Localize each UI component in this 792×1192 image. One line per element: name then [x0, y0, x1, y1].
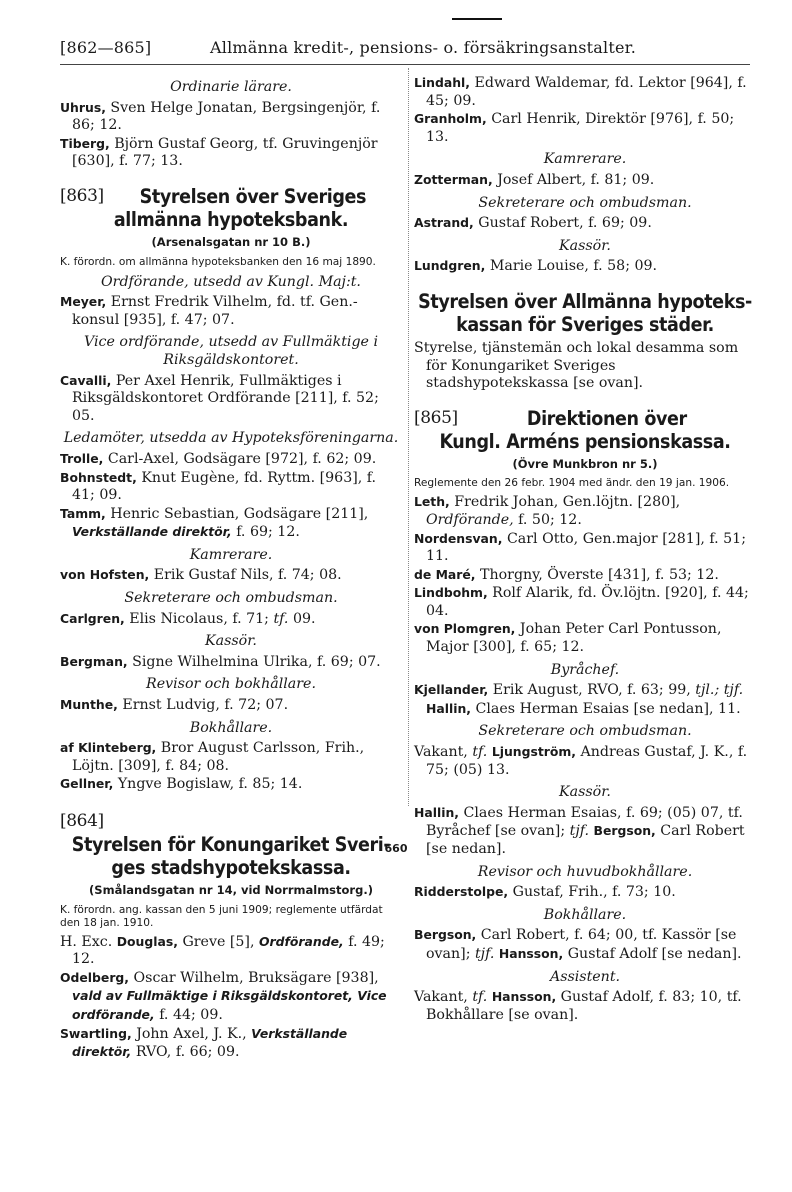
entry-bergson: Bergson, Carl Robert, f. 64; 00, tf. Kassör [se ovan]; tjf. Hansson, Gustaf Adolf [se nedan]. — [414, 927, 742, 962]
column-divider — [408, 68, 409, 806]
section-allmanna-text: Styrelse, tjänstemän och lokal desamma som för Konungariket Sveriges stadshypotekskassa [se ovan]. — [414, 339, 739, 392]
section-865-number: [865] — [414, 407, 458, 428]
heading-kassor-865: Kassör. — [559, 784, 611, 801]
entry-demare: de Maré, Thorgny, Överste [431], f. 53; 12. — [414, 566, 719, 583]
top-rule-mark — [452, 18, 502, 20]
heading-revisor: Revisor och bokhållare. — [146, 676, 316, 693]
header-rule — [60, 64, 750, 65]
running-head: Allmänna kredit-, pensions- o. försäkringsanstalter. — [210, 38, 637, 57]
entry-trolle: Trolle, Carl-Axel, Godsägare [972], f. 62; 09. — [60, 450, 377, 467]
heading-sekreterare-865: Sekreterare och ombudsman. — [478, 723, 692, 740]
heading-sekreterare: Sekreterare och ombudsman. — [124, 590, 338, 607]
section-allmanna-title: Styrelsen över Allmänna hypoteks- kassan för Sveriges städer. — [418, 289, 752, 336]
heading-bokhallare: Bokhållare. — [189, 719, 273, 736]
heading-ordforande: Ordförande, utsedd av Kungl. Maj:t. — [101, 273, 361, 290]
entry-bohnstedt: Bohnstedt, Knut Eugène, fd. Ryttm. [963], f. 41; 09. — [60, 469, 377, 504]
entry-munthe: Munthe, Ernst Ludvig, f. 72; 07. — [60, 697, 289, 714]
entry-astrand: Astrand, Gustaf Robert, f. 69; 09. — [414, 215, 652, 232]
section-864 — [60, 808, 402, 930]
section-allmanna-hypotekskassan — [414, 290, 756, 393]
page-number: 660 — [384, 842, 408, 855]
heading-kassor-right: Kassör. — [559, 237, 611, 254]
heading-ordinarie-larare: Ordinarie lärare. — [170, 79, 292, 95]
section-865-title: [865] Direktionen över Kungl. Arméns pensionskassa. — [414, 406, 731, 453]
entry-leth: Leth, Fredrik Johan, Gen.löjtn. [280], Ordförande, f. 50; 12. — [414, 494, 681, 528]
entry-odelberg: Odelberg, Oscar Wilhelm, Bruksägare [938], vald av Fullmäktige i Riksgäldskontoret, Vice ordförande, f. 44; 09. — [60, 969, 387, 1023]
entry-tamm: Tamm, Henric Sebastian, Godsägare [211], Verkställande direktör, f. 69; 12. — [60, 505, 369, 541]
heading-vice-ordforande: Vice ordförande, utsedd av Fullmäktige i Riksgäldskontoret. — [84, 334, 378, 368]
right-column — [414, 74, 756, 1024]
entry-bergman: Bergman, Signe Wilhelmina Ulrika, f. 69; 07. — [60, 653, 381, 670]
section-865 — [414, 407, 756, 491]
section-863 — [60, 185, 402, 269]
heading-ledamoter: Ledamöter, utsedda av Hypoteksföreningarna. — [63, 430, 399, 447]
heading-revisor-865: Revisor och huvudbokhållare. — [477, 863, 693, 880]
page-header — [60, 38, 750, 57]
entry-hofsten: von Hofsten, Erik Gustaf Nils, f. 74; 08. — [60, 567, 342, 584]
entry-klinteberg: af Klinteberg, Bror August Carlsson, Frih., Löjtn. [309], f. 84; 08. — [60, 740, 365, 774]
section-863-note: K. förordn. om allmänna hypoteksbanken den 16 maj 1890. — [60, 255, 376, 268]
section-864-address: (Smålandsgatan nr 14, vid Norrmalmstorg.) — [89, 883, 373, 897]
section-range: [862—865] — [60, 38, 152, 57]
entry-ridderstolpe: Ridderstolpe, Gustaf, Frih., f. 73; 10. — [414, 884, 676, 901]
entry-carlgren: Carlgren, Elis Nicolaus, f. 71; tf. 09. — [60, 610, 316, 627]
section-865-address: (Övre Munkbron nr 5.) — [512, 456, 658, 471]
entry-kjellander: Kjellander, Erik August, RVO, f. 63; 99, tjl.; tjf. Hallin, Claes Herman Esaias [se nedan], 11. — [414, 682, 744, 717]
entry-vakant-sekreterare: Vakant, tf. Ljungström, Andreas Gustaf, J. K., f. 75; (05) 13. — [414, 744, 748, 778]
section-864-number: [864] — [60, 811, 104, 831]
heading-bokhallare-865: Bokhållare. — [543, 906, 627, 923]
entry-plomgren: von Plomgren, Johan Peter Carl Pontusson, Major [300], f. 65; 12. — [414, 621, 722, 656]
section-863-address: (Arsenalsgatan nr 10 B.) — [151, 234, 311, 249]
entry-nordensvan: Nordensvan, Carl Otto, Gen.major [281], f. 51; 11. — [414, 530, 746, 565]
heading-kassor: Kassör. — [205, 633, 257, 650]
section-864-note: K. förordn. ang. kassan den 5 juni 1909; reglemente utfärdat den 18 jan. 1910. — [60, 903, 383, 929]
section-865-note: Reglemente den 26 febr. 1904 med ändr. den 19 jan. 1906. — [414, 477, 730, 490]
entry-vakant-assistent: Vakant, tf. Hansson, Gustaf Adolf, f. 83; 10, tf. Bokhållare [se ovan]. — [414, 989, 742, 1023]
section-863-number: [863] — [60, 185, 104, 206]
entry-lindbohm: Lindbohm, Rolf Alarik, fd. Öv.löjtn. [920], f. 44; 04. — [414, 585, 749, 619]
entry-swartling: Swartling, John Axel, J. K., Verkställande direktör, RVO, f. 66; 09. — [60, 1025, 348, 1061]
left-column — [60, 74, 402, 1062]
entry-granholm: Granholm, Carl Henrik, Direktör [976], f. 50; 13. — [414, 111, 735, 145]
entry-zotterman: Zotterman, Josef Albert, f. 81; 09. — [414, 171, 655, 188]
entry-hallin: Hallin, Claes Herman Esaias, f. 69; (05) 07, tf. Byråchef [se ovan]; tjf. Bergson, Carl Robert [se nedan]. — [414, 804, 745, 857]
entry-meyer: Meyer, Ernst Fredrik Vilhelm, fd. tf. Gen.-konsul [935], f. 47; 07. — [60, 294, 358, 328]
heading-kamrerare: Kamrerare. — [189, 546, 273, 563]
entry-lundgren: Lundgren, Marie Louise, f. 58; 09. — [414, 258, 658, 275]
entry-uhrus: Uhrus, Sven Helge Jonatan, Bergsingenjör, f. 86; 12. — [60, 99, 381, 134]
entry-lindahl: Lindahl, Edward Waldemar, fd. Lektor [964], f. 45; 09. — [414, 75, 747, 109]
entry-tiberg: Tiberg, Björn Gustaf Georg, tf. Gruvingenjör [630], f. 77; 13. — [60, 135, 378, 170]
entry-cavalli: Cavalli, Per Axel Henrik, Fullmäktiges i Riksgäldskontoret Ordförande [211], f. 52; 05. — [60, 372, 379, 424]
entry-gellner: Gellner, Yngve Bogislaw, f. 85; 14. — [60, 776, 303, 793]
section-864-number-line — [60, 808, 402, 833]
heading-byrachef: Byråchef. — [550, 661, 620, 678]
heading-kamrerare-right: Kamrerare. — [543, 151, 627, 168]
entry-douglas: H. Exc. Douglas, Greve [5], Ordförande, f. 49; 12. — [60, 933, 385, 968]
heading-sekreterare-right: Sekreterare och ombudsman. — [478, 194, 692, 211]
section-863-title: [863] Styrelsen över Sveriges allmänna hypoteksbank. — [60, 184, 367, 231]
heading-assistent: Assistent. — [549, 968, 621, 985]
section-864-title: Styrelsen för Konungariket Sveri- ges stadshypotekskassa. — [71, 833, 391, 879]
